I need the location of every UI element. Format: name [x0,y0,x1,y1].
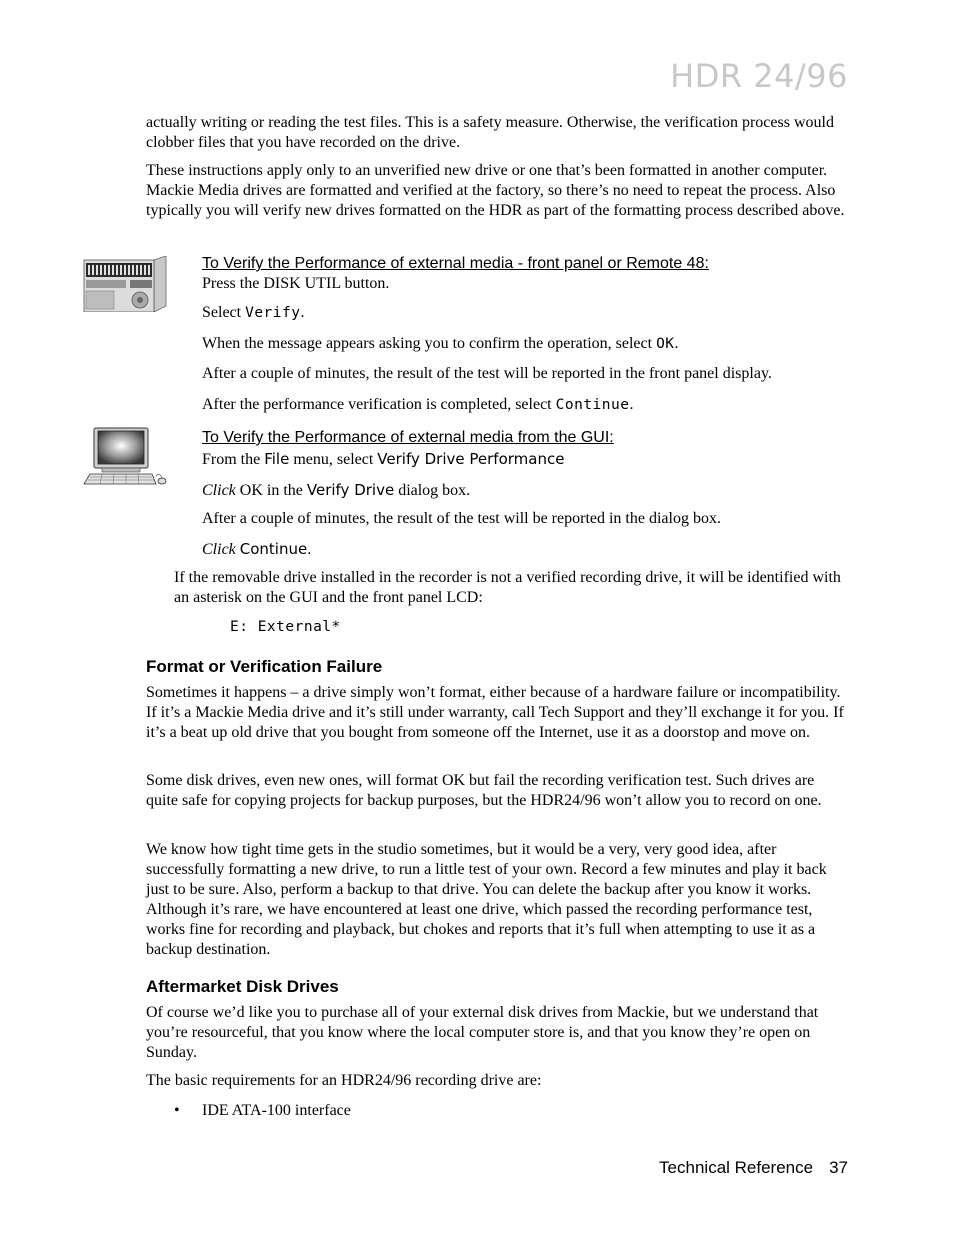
section-heading-aftermarket: Aftermarket Disk Drives [146,977,339,996]
gui-step-1 [202,449,852,470]
document-brand-header: HDR 24/96 [670,57,848,95]
click-word: Click [202,482,236,499]
aftermarket-paragraph-1: Of course we’d like you to purchase all of your external disk drives from Mackie, but we understand that you’re resourceful, that you know where the local computer store is, and that you know they’re open on Sunday. [146,1004,819,1061]
aftermarket-paragraph-2: The basic requirements for an HDR24/96 recording drive are: [146,1072,542,1089]
footer-section-name: Technical Reference [659,1158,814,1177]
intro-paragraph-2: These instructions apply only to an unverified new drive or one that’s been formatted in another computer. Mackie Media drives are formatted and verified at the factory, so there’s no need to repeat the process. Also typically you will verify new drives formatted on the HDR as part of the formatting process described above. [146,162,845,219]
file-menu-name: File [264,450,290,468]
continue-button-name: Continue [239,540,308,558]
bullet-icon: • [174,1102,180,1119]
failure-paragraph-1: Sometimes it happens – a drive simply won’t format, either because of a hardware failure or incompatibility. If it’s a Mackie Media drive and it’s still under warranty, call Tech Support and they’ll exchange it for you. If it’s a beat up old drive that you bought from someone off the Internet, use it as a doorstop and move on. [146,684,844,741]
intro-paragraph-1: actually writing or reading the test files. This is a safety measure. Otherwise, the verification process would clobber files that you have recorded on the drive. [146,114,834,151]
gui-procedure-title: To Verify the Performance of external media from the GUI: [202,429,614,446]
step-text: dialog box. [394,482,471,499]
front-panel-step-3 [202,334,852,354]
external-drive-code: E: External* [230,619,341,635]
section-heading-failure: Format or Verification Failure [146,657,383,676]
gui-step-4 [202,539,852,560]
page-number: 37 [829,1158,848,1177]
continue-code: Continue [555,397,630,413]
step-text: . [307,541,312,558]
requirement-list-item: IDE ATA-100 interface [202,1102,351,1119]
gui-step-3: After a couple of minutes, the result of the test will be reported in the dialog box. [202,510,721,527]
verify-drive-performance-item: Verify Drive Performance [377,450,565,468]
front-panel-step-2 [202,303,852,323]
verify-code: Verify [245,305,301,321]
hardware-recorder-icon [82,256,168,312]
step-text: menu, select [289,451,378,468]
front-panel-step-1: Press the DISK UTIL button. [202,275,390,292]
click-word: Click [202,541,236,558]
verify-drive-dialog-name: Verify Drive [306,481,395,499]
ok-code: OK [656,336,675,352]
failure-paragraph-3: We know how tight time gets in the studio sometimes, but it would be a very, very good idea, after successfully formatting a new drive, to run a little test of your own. Record a few minutes and play it back just to be sure. Also, perform a backup to that drive. You can delete the backup after you know it works. Although it’s rare, we have encountered at least one drive, which passed the recording performance test, works fine for recording and playback, but chokes and reports that it’s full when attempting to use it as a backup destination. [146,841,827,958]
front-panel-step-5 [202,395,852,415]
front-panel-procedure-title: To Verify the Performance of external media - front panel or Remote 48: [202,255,709,272]
step-text: . [300,304,305,321]
step-text: Select [202,304,246,321]
failure-paragraph-2: Some disk drives, even new ones, will format OK but fail the recording verification test. Such drives are quite safe for copying projects for backup purposes, but the HDR24/96 won’t allow you to record on one. [146,772,822,809]
removable-drive-note: If the removable drive installed in the recorder is not a verified recording drive, it will be identified with an asterisk on the GUI and the front panel LCD: [174,569,841,606]
computer-monitor-icon [82,426,168,488]
step-text: . [674,335,679,352]
step-text: From the [202,451,265,468]
gui-step-2 [202,480,852,501]
step-text: After the performance verification is completed, select [202,396,556,413]
step-text: OK in the [235,482,307,499]
step-text: When the message appears asking you to confirm the operation, select [202,335,657,352]
step-text: . [629,396,634,413]
front-panel-step-4: After a couple of minutes, the result of the test will be reported in the front panel display. [202,365,772,382]
page-footer [659,1157,848,1179]
